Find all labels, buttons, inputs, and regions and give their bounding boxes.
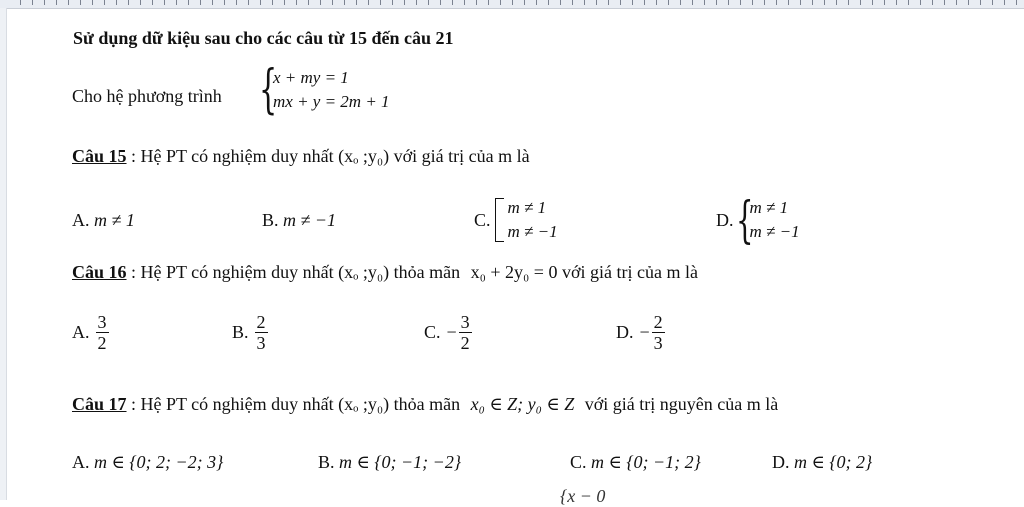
next-question-fragment: {x − 0 xyxy=(560,486,606,506)
question-16-label: Câu 16 xyxy=(72,262,127,282)
ruler-tick xyxy=(356,0,357,5)
q16-option-c: C. − $\frac{3}{2}$ xyxy=(424,312,470,353)
fraction: $\frac{2}{3}$ xyxy=(653,312,663,353)
ruler-tick xyxy=(704,0,705,5)
horizontal-ruler[interactable] xyxy=(0,0,1024,9)
ruler-tick xyxy=(932,0,933,5)
question-16-text: : Hệ PT có nghiệm duy nhất (xₒ ;y₀) thỏa mãn xyxy=(131,262,461,282)
ruler-tick xyxy=(560,0,561,5)
equation-1: x + my = 1 xyxy=(273,68,349,87)
q15-option-c: C. m ≠ 1 m ≠ −1 xyxy=(474,198,558,241)
ruler-tick xyxy=(548,0,549,5)
ruler-tick xyxy=(308,0,309,5)
ruler-tick xyxy=(32,0,33,5)
ruler-tick xyxy=(488,0,489,5)
ruler-tick xyxy=(452,0,453,5)
ruler-tick xyxy=(884,0,885,5)
ruler-tick xyxy=(776,0,777,5)
ruler-tick xyxy=(200,0,201,5)
ruler-tick xyxy=(512,0,513,5)
question-17-label: Câu 17 xyxy=(72,394,127,414)
ruler-tick xyxy=(380,0,381,5)
ruler-tick xyxy=(416,0,417,5)
ruler-tick xyxy=(692,0,693,5)
ruler-tick xyxy=(44,0,45,5)
ruler-tick xyxy=(728,0,729,5)
ruler-tick xyxy=(740,0,741,5)
ruler-tick xyxy=(56,0,57,5)
left-brace: { xyxy=(735,191,753,249)
question-16-text-after: với giá trị của m là xyxy=(561,262,698,282)
ruler-tick xyxy=(764,0,765,5)
ruler-tick xyxy=(992,0,993,5)
question-17-text: : Hệ PT có nghiệm duy nhất (xₒ ;y₀) thỏa mãn xyxy=(131,394,461,414)
ruler-tick xyxy=(92,0,93,5)
ruler-tick xyxy=(296,0,297,5)
ruler-tick xyxy=(260,0,261,5)
ruler-tick xyxy=(860,0,861,5)
ruler-tick xyxy=(1016,0,1017,5)
ruler-tick xyxy=(80,0,81,5)
ruler-tick xyxy=(440,0,441,5)
ruler-tick xyxy=(716,0,717,5)
question-15-label: Câu 15 xyxy=(72,146,127,166)
ruler-tick xyxy=(632,0,633,5)
ruler-tick xyxy=(668,0,669,5)
ruler-tick xyxy=(128,0,129,5)
q17-option-a: A. m ∈ {0; 2; −2; 3} xyxy=(72,452,224,472)
ruler-tick xyxy=(368,0,369,5)
q16-option-a: A. $\frac{3}{2}$ xyxy=(72,312,107,353)
ruler-tick xyxy=(944,0,945,5)
ruler-tick xyxy=(164,0,165,5)
ruler-tick xyxy=(1004,0,1005,5)
ruler-tick xyxy=(248,0,249,5)
q16-option-d: D. − $\frac{2}{3}$ xyxy=(616,312,663,353)
ruler-tick xyxy=(908,0,909,5)
ruler-tick xyxy=(872,0,873,5)
section-heading: Sử dụng dữ kiệu sau cho các câu từ 15 đến câu 21 xyxy=(73,28,454,48)
ruler-tick xyxy=(596,0,597,5)
q17-option-b: B. m ∈ {0; −1; −2} xyxy=(318,452,462,472)
ruler-tick xyxy=(956,0,957,5)
ruler-tick xyxy=(20,0,21,5)
q17-option-d: D. m ∈ {0; 2} xyxy=(772,452,873,472)
ruler-tick xyxy=(620,0,621,5)
ruler-tick xyxy=(344,0,345,5)
ruler-tick xyxy=(152,0,153,5)
vertical-ruler xyxy=(0,8,7,500)
q15-option-d: D. { m ≠ 1 m ≠ −1 xyxy=(716,191,800,249)
ruler-tick xyxy=(524,0,525,5)
ruler-tick xyxy=(848,0,849,5)
ruler-tick xyxy=(812,0,813,5)
fraction: $\frac{2}{3}$ xyxy=(256,312,266,353)
question-15 xyxy=(72,146,530,167)
question-16-condition: x₀ + 2y₀ = 0 xyxy=(470,262,558,282)
ruler-tick xyxy=(332,0,333,5)
ruler-tick xyxy=(656,0,657,5)
ruler-tick xyxy=(212,0,213,5)
ruler-tick xyxy=(752,0,753,5)
ruler-tick xyxy=(236,0,237,5)
ruler-tick xyxy=(584,0,585,5)
ruler-tick xyxy=(188,0,189,5)
ruler-tick xyxy=(500,0,501,5)
intro-text: Cho hệ phương trình xyxy=(72,86,222,106)
ruler-tick xyxy=(392,0,393,5)
ruler-tick xyxy=(980,0,981,5)
q16-option-b: B. $\frac{2}{3}$ xyxy=(232,312,266,353)
question-17 xyxy=(72,394,778,415)
ruler-tick xyxy=(788,0,789,5)
question-15-text: : Hệ PT có nghiệm duy nhất (xₒ ;y₀) với giá trị của m là xyxy=(131,146,530,166)
ruler-tick xyxy=(896,0,897,5)
fraction: $\frac{3}{2}$ xyxy=(97,312,107,353)
ruler-tick xyxy=(572,0,573,5)
ruler-tick xyxy=(176,0,177,5)
question-17-text-after: với giá trị nguyên của m là xyxy=(584,394,779,414)
square-bracket xyxy=(495,198,504,242)
ruler-tick xyxy=(536,0,537,5)
ruler-tick xyxy=(404,0,405,5)
ruler-tick xyxy=(140,0,141,5)
ruler-tick xyxy=(284,0,285,5)
ruler-tick xyxy=(272,0,273,5)
q15-option-b: B. m ≠ −1 xyxy=(262,210,337,230)
ruler-tick xyxy=(644,0,645,5)
ruler-tick xyxy=(464,0,465,5)
ruler-tick xyxy=(116,0,117,5)
ruler-tick xyxy=(608,0,609,5)
left-brace: { xyxy=(259,60,278,120)
question-16 xyxy=(72,262,698,283)
ruler-tick xyxy=(836,0,837,5)
intro-equation-system xyxy=(259,60,390,120)
ruler-tick xyxy=(68,0,69,5)
equation-2: mx + y = 2m + 1 xyxy=(273,92,390,111)
q15-option-a: A. m ≠ 1 xyxy=(72,210,135,230)
q17-option-c: C. m ∈ {0; −1; 2} xyxy=(570,452,701,472)
fraction: $\frac{3}{2}$ xyxy=(460,312,470,353)
ruler-tick xyxy=(824,0,825,5)
ruler-tick xyxy=(920,0,921,5)
ruler-tick xyxy=(800,0,801,5)
ruler-tick xyxy=(968,0,969,5)
ruler-tick xyxy=(476,0,477,5)
ruler-tick xyxy=(224,0,225,5)
ruler-tick xyxy=(104,0,105,5)
ruler-tick xyxy=(680,0,681,5)
ruler-tick xyxy=(428,0,429,5)
question-17-condition: x₀ ∈ Z; y₀ ∈ Z xyxy=(470,394,575,414)
ruler-tick xyxy=(320,0,321,5)
